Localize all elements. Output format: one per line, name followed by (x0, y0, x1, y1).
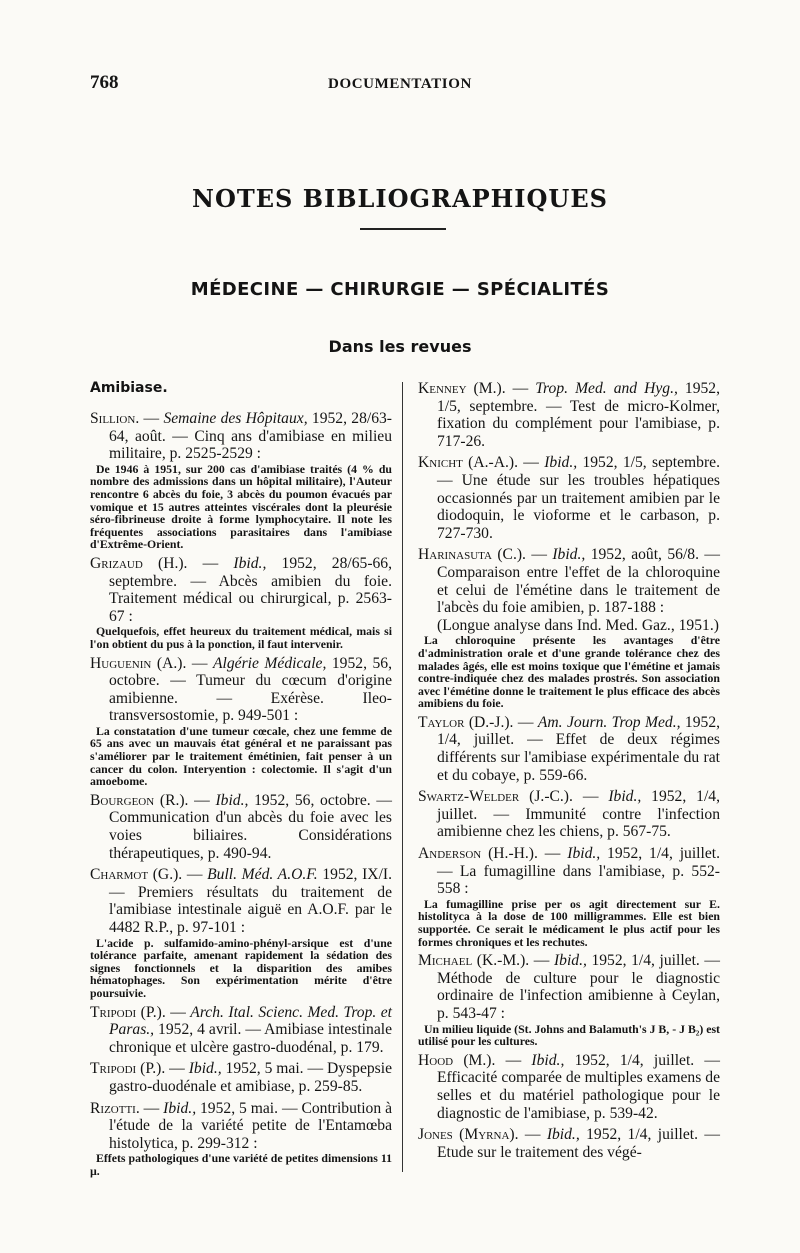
entry-author: Taylor (D.-J.). (418, 713, 514, 731)
entry-journal: Ibid., (608, 788, 642, 806)
entry-details: 1952, 1/5, septembre. — Test de micro-Kolmer, fixation du complément pour l'amibiase, p. 717-26. (437, 380, 720, 450)
bibliography-entry (418, 952, 720, 1048)
bibliography-entry (90, 792, 392, 862)
running-title: DOCUMENTATION (328, 76, 472, 92)
entry-journal: Ibid., (531, 1051, 565, 1069)
entry-author: Tripodi (P.). (90, 1003, 166, 1021)
entry-journal: Ibid., (233, 554, 267, 572)
entry-journal: Ibid., (567, 845, 601, 863)
title-rule (360, 228, 446, 230)
entry-citation (418, 1052, 720, 1122)
entry-details: 1952, 4 avril. — Amibiase intestinale chronique et ulcère gastro-duodénal, p. 179. (109, 1021, 392, 1056)
entry-abstract: Un milieu liquide (St. Johns and Balamuth's J B, - J B₂) est utilisé pour les cultures. (418, 1021, 720, 1049)
page-number: 768 (90, 72, 119, 93)
bibliography-entry (90, 410, 392, 551)
entry-journal: Ibid., (546, 1126, 580, 1144)
entry-dash: — (165, 1003, 191, 1021)
entry-details: 1952, 56, octobre. — Communication d'un abcès du foie avec les voies biliaires. Considérations thérapeutiques, p. 490-94. (109, 791, 392, 862)
entry-details: 1952, 5 mai. — Contribution à l'étude de la variété petite de l'Entamœba histolytica, p. 299-312 : (109, 1099, 392, 1152)
section-heading: MÉDECINE — CHIRURGIE — SPÉCIALITÉS (190, 279, 610, 300)
entry-reference-note: (Longue analyse dans Ind. Med. Gaz., 1951.) (437, 616, 719, 634)
bibliography-entry (90, 866, 392, 999)
entry-citation (418, 454, 720, 542)
entry-citation (418, 845, 720, 898)
entry-dash: — (139, 1099, 164, 1117)
entry-journal: Ibid., (552, 546, 586, 564)
entry-details: 1952, IX/I. — Premiers résultats du traitement de l'amibiase intestinale aiguë en A.O.F. par le 4482 R.P., p. 97-101 : (109, 866, 392, 936)
entry-dash: — (139, 410, 164, 427)
entry-dash: — (165, 1060, 189, 1078)
entry-author: Harinasuta (C.). (418, 546, 526, 564)
entry-author: Rizotti. (90, 1099, 140, 1117)
entry-citation (90, 1004, 392, 1057)
page-title: NOTES BIBLIOGRAPHIQUES (192, 184, 608, 213)
entry-author: Bourgeon (R.). (90, 791, 189, 809)
column-divider (402, 382, 403, 1172)
entry-author: Sillion. (90, 410, 140, 427)
entry-citation (418, 380, 720, 450)
entry-details: 1952, 1/5, septembre. — Une étude sur les troubles hépatiques occasionnés par un traitement amibien par le diodoquin, le vioforme et le carbason, p. 727-730. (437, 454, 720, 542)
entry-citation (418, 952, 720, 1022)
entry-citation (90, 792, 392, 862)
entry-dash: — (572, 788, 609, 806)
bibliography-entry (418, 1052, 720, 1122)
entry-dash: — (495, 1051, 532, 1069)
entry-details: 1952, 1/4, juillet. — Effet de deux régimes différents sur l'amibiase expérimentale du rat et du cobaye, p. 559-66. (437, 713, 721, 784)
bibliography-entry (90, 1004, 392, 1057)
entry-details: 1952, 56, octobre. — Tumeur du cœcum d'origine amibienne. — Exérèse. Ileo-transversostomie, p. 949-501 : (109, 654, 392, 725)
entry-citation (418, 714, 720, 784)
entry-journal: Algérie Médicale, (213, 654, 327, 672)
entry-abstract: L'acide p. sulfamido-amino-phényl-arsique est d'une tolérance parfaite, amenant rapidement la sédation des signes fonctionnels et la disparition des amibes hématophages. Son expérimentation mérite d'être poursuivie. (90, 935, 392, 1000)
entry-abstract: La fumagilline prise per os agit directement sur E. histolityca à la dose de 100 milligrammes. Elle est bien supportée. Ce serait le médicament le plus actif pour les formes chroniques et les rechutes. (418, 896, 720, 949)
entry-details: 1952, 1/4, juillet. — Efficacité comparée de multiples examens de selles et du matériel pathologique pour le diagnostic de l'amibiase, p. 539-42. (437, 1051, 721, 1122)
entry-journal: Ibid., (188, 1060, 222, 1078)
entry-journal: Semaine des Hôpitaux, (163, 410, 308, 427)
bibliography-entry (418, 714, 720, 784)
entry-author: Huguenin (A.). (90, 654, 187, 672)
entry-details: 1952, 5 mai. — Dyspepsie gastro-duodénale et amibiase, p. 259-85. (109, 1060, 392, 1095)
bibliography-entry (90, 1100, 392, 1178)
entry-journal: Trop. Med. and Hyg., (535, 380, 678, 397)
entry-dash: — (517, 454, 545, 472)
left-column (90, 380, 392, 1182)
entry-journal: Ibid., (163, 1099, 197, 1117)
entry-journal: Bull. Méd. A.O.F. (207, 866, 318, 884)
entry-dash: — (537, 845, 568, 863)
entry-author: Grizaud (H.). (90, 554, 188, 572)
bibliography-entry (418, 845, 720, 948)
entry-dash: — (182, 866, 208, 884)
bibliography-entry (90, 655, 392, 788)
right-column (418, 380, 720, 1165)
entry-citation (90, 1060, 392, 1095)
entry-details: 1952, août, 56/8. — Comparaison entre l'effet de la chloroquine et celui de l'émétine dans le traitement de l'abcès du foie amibien, p. 187-188 : (437, 546, 720, 617)
entry-details: 1952, 1/4, juillet. — Méthode de culture pour le diagnostic ordinaire de l'infection amibienne à Ceylan, p. 543-47 : (437, 952, 720, 1022)
bibliography-entry (418, 546, 720, 710)
entry-dash: — (188, 791, 216, 809)
entry-citation (418, 788, 720, 841)
entry-details: 1952, 1/4, juillet. — Etude sur le traitement des végé- (437, 1126, 720, 1161)
entry-author: Anderson (H.-H.). (418, 845, 538, 863)
entry-author: Kenney (M.). (418, 380, 506, 397)
entry-abstract: Effets pathologiques d'une variété de petites dimensions 11 µ. (90, 1151, 392, 1178)
entry-dash: — (525, 546, 553, 564)
bibliography-entry (418, 788, 720, 841)
entry-dash: — (518, 1126, 547, 1144)
entry-author: Charmot (G.). (90, 866, 183, 884)
entry-citation (90, 555, 392, 625)
entry-journal: Ibid., (215, 791, 249, 809)
entry-citation (90, 410, 392, 463)
entry-author: Michael (K.-M.). (418, 952, 530, 970)
bibliography-entry (418, 380, 720, 450)
bibliography-entry (418, 1126, 720, 1161)
entry-dash: — (187, 554, 234, 572)
entry-author: Jones (Myrna). (418, 1126, 519, 1144)
entry-dash: — (529, 952, 554, 970)
entry-details: 1952, 1/4, juillet. — Immunité contre l'infection amibienne chez les chiens, p. 567-75. (437, 788, 720, 841)
entry-author: Hood (M.). (418, 1051, 496, 1069)
entry-dash: — (186, 654, 213, 672)
entry-journal: Arch. Ital. Scienc. Med. Trop. et Paras., (109, 1003, 393, 1039)
entry-citation (418, 1126, 720, 1161)
entry-author: Swartz-Welder (J.-C.). (418, 788, 573, 806)
entry-abstract: La constatation d'une tumeur cœcale, chez une femme de 65 ans avec un mauvais état général et ne paraissant pas s'améliorer par le traitement émétinien, fait penser à un cancer du colon. Interyention : colectomie. Il s'agit d'un amoebome. (90, 723, 392, 789)
entry-dash: — (513, 713, 538, 731)
bibliography-entry (90, 555, 392, 651)
entry-citation (90, 655, 392, 725)
entry-abstract: De 1946 à 1951, sur 200 cas d'amibiase traités (4 % du nombre des admissions dans un hôpital militaire), l'Auteur rencontre 6 abcès du foie, 3 abcès du poumon évacués par vomique et 15 autres atteintes viscérales dont la pleurésie séro-fibrineuse droite à forme lymphocytaire. Il note les fréquentes associations parasitaires dans l'amibiase d'Extrême-Orient. (90, 461, 392, 552)
entry-author: Tripodi (P.). (90, 1060, 166, 1078)
entry-journal: Ibid., (553, 952, 587, 970)
entry-citation (90, 866, 392, 936)
entry-dash: — (505, 380, 536, 397)
bibliography-entry (418, 454, 720, 542)
entry-citation (418, 546, 720, 616)
entry-citation (90, 1100, 392, 1153)
entry-journal: Ibid., (544, 454, 578, 472)
bibliography-entry (90, 1060, 392, 1095)
entry-details: 1952, 28/63-64, août. — Cinq ans d'amibiase en milieu militaire, p. 2525-2529 : (109, 410, 392, 463)
subsection-heading: Dans les revues (328, 337, 472, 356)
entry-abstract: Quelquefois, effet heureux du traitement médical, mais si l'on obtient du pus à la ponction, il faut intervenir. (90, 624, 392, 651)
page-header (90, 72, 710, 102)
entry-abstract: La chloroquine présente les avantages d'être d'administration orale et d'une grande tolérance chez des malades âgés, elle est moins toxique que l'émétine et jamais contre-indiquée chez des malades prostrés. Son association avec l'émétine donne le traitement le plus efficace des abcès amibiens du foie. (418, 633, 720, 711)
entry-journal: Am. Journ. Trop Med., (537, 713, 681, 731)
entry-author: Knicht (A.-A.). (418, 454, 518, 472)
entry-details: 1952, 28/65-66, septembre. — Abcès amibien du foie. Traitement médical ou chirurgical, p. 2563-67 : (109, 554, 393, 625)
entry-details: 1952, 1/4, juillet. — La fumagilline dans l'amibiase, p. 552-558 : (437, 845, 721, 898)
topic-heading: Amibiase. (90, 380, 168, 396)
